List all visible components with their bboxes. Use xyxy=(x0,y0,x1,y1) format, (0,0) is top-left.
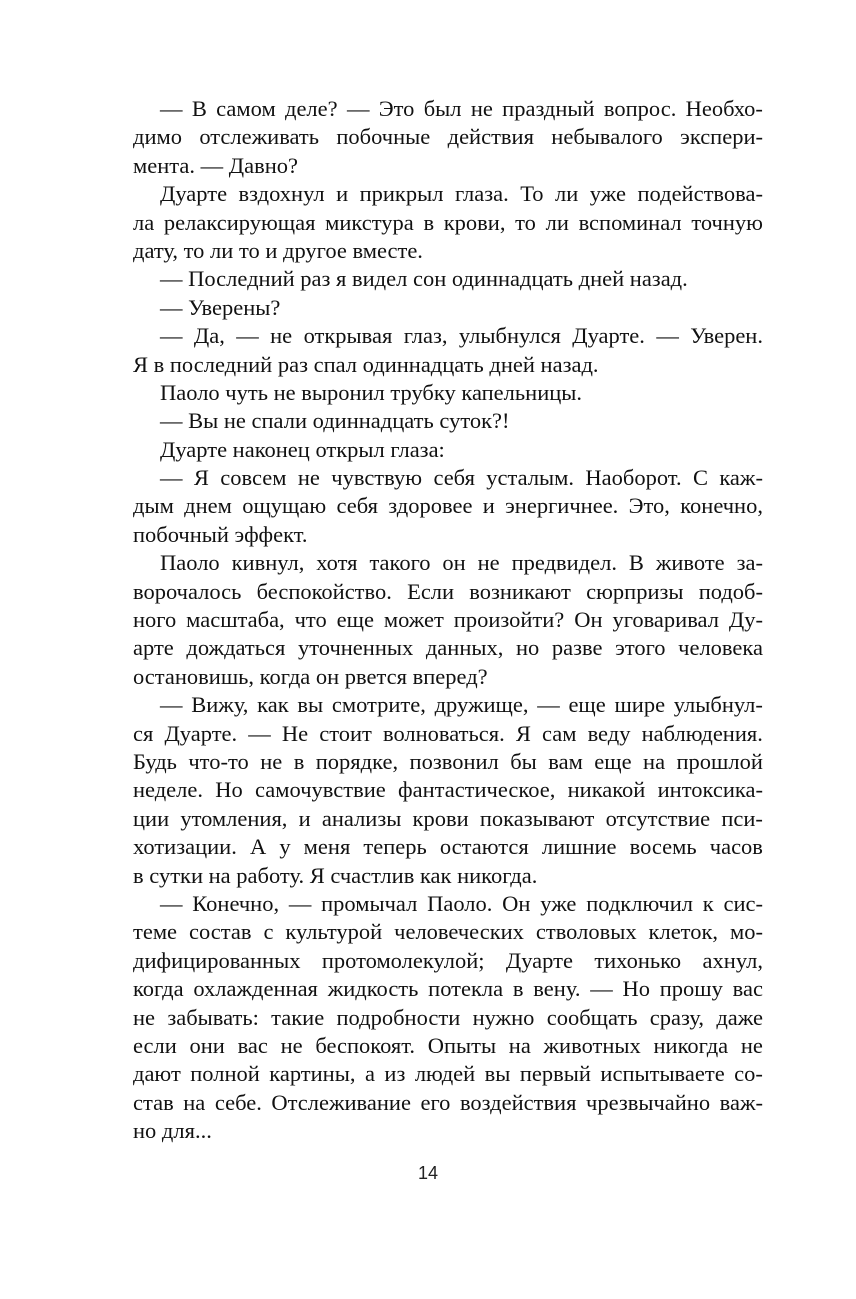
text-line: в сутки на работу. Я счастлив как никогда. xyxy=(133,862,538,888)
text-line: дают полной картины, а из людей вы первый испытываете со- xyxy=(133,1061,763,1087)
text-line: — Последний раз я видел сон одиннадцать дней назад. xyxy=(160,266,688,292)
text-line: мента. — Давно? xyxy=(133,152,298,178)
text-line: димо отслеживать побочные действия небывалого экспери- xyxy=(133,124,763,150)
paragraph xyxy=(133,322,763,379)
text-line: остановишь, когда он рвется вперед? xyxy=(133,663,488,689)
text-line: ворочалось беспокойство. Если возникают сюрпризы подоб- xyxy=(133,578,763,604)
text-line: Паоло чуть не выронил трубку капельницы. xyxy=(160,379,583,405)
page-number: 14 xyxy=(417,1163,439,1183)
text-line: когда охлажденная жидкость потекла в вену. — Но прошу вас xyxy=(133,976,763,1002)
text-line: ся Дуарте. — Не стоит волноваться. Я сам веду наблюдения. xyxy=(133,720,763,746)
text-line: но для... xyxy=(133,1118,212,1144)
paragraph xyxy=(133,265,763,293)
text-line: если они вас не беспокоят. Опыты на животных никогда не xyxy=(133,1032,763,1058)
text-line: — Конечно, — промычал Паоло. Он уже подключил к сис- xyxy=(160,890,763,916)
text-line: став на себе. Отслеживание его воздействия чрезвычайно важ- xyxy=(133,1089,763,1115)
text-line: теме состав с культурой человеческих стволовых клеток, мо- xyxy=(133,919,763,945)
text-line: не забывать: такие подробности нужно сообщать сразу, даже xyxy=(133,1004,763,1030)
text-line: арте дождаться уточненных данных, но разве этого человека xyxy=(133,635,763,661)
text-line: — Вижу, как вы смотрите, дружище, — еще шире улыбнул- xyxy=(160,692,763,718)
text-line: — В самом деле? — Это был не праздный вопрос. Необхо- xyxy=(160,96,763,121)
text-line: Я в последний раз спал одиннадцать дней назад. xyxy=(133,351,599,377)
text-line: ла релаксирующая микстура в крови, то ли вспоминал точную xyxy=(133,209,763,235)
paragraph xyxy=(133,464,763,549)
text-line: — Да, — не открывая глаз, улыбнулся Дуарте. — Уверен. xyxy=(160,323,763,349)
book-page-text xyxy=(133,95,763,1145)
paragraph xyxy=(133,691,763,890)
text-line: хотизации. А у меня теперь остаются лишние восемь часов xyxy=(133,834,763,860)
text-line: ции утомления, и анализы крови показывают отсутствие пси- xyxy=(133,805,763,831)
text-line: дым днем ощущаю себя здоровее и энергичнее. Это, конечно, xyxy=(133,493,763,519)
text-line: — Уверены? xyxy=(160,294,281,320)
paragraph xyxy=(133,407,763,435)
text-line: Дуарте наконец открыл глаза: xyxy=(160,436,445,462)
text-line: ного масштаба, что еще может произойти? Он уговаривал Ду- xyxy=(133,607,763,633)
paragraph xyxy=(133,180,763,265)
paragraph xyxy=(133,890,763,1146)
text-line: Будь что-то не в порядке, позвонил бы вам еще на прошлой xyxy=(133,748,763,774)
text-line: — Я совсем не чувствую себя усталым. Наоборот. С каж- xyxy=(160,465,763,491)
text-line: Паоло кивнул, хотя такого он не предвидел. В животе за- xyxy=(160,550,763,576)
paragraph xyxy=(133,379,763,407)
text-line: — Вы не спали одиннадцать суток?! xyxy=(160,408,510,434)
text-line: дату, то ли то и другое вместе. xyxy=(133,237,423,263)
text-line: побочный эффект. xyxy=(133,521,308,547)
paragraph xyxy=(133,294,763,322)
text-line: неделе. Но самочувствие фантастическое, никакой интоксика- xyxy=(133,777,763,803)
paragraph xyxy=(133,549,763,691)
text-line: дифицированных протомолекулой; Дуарте тихонько ахнул, xyxy=(133,947,763,973)
paragraph xyxy=(133,436,763,464)
text-line: Дуарте вздохнул и прикрыл глаза. То ли уже подействова- xyxy=(160,181,763,207)
paragraph xyxy=(133,95,763,180)
